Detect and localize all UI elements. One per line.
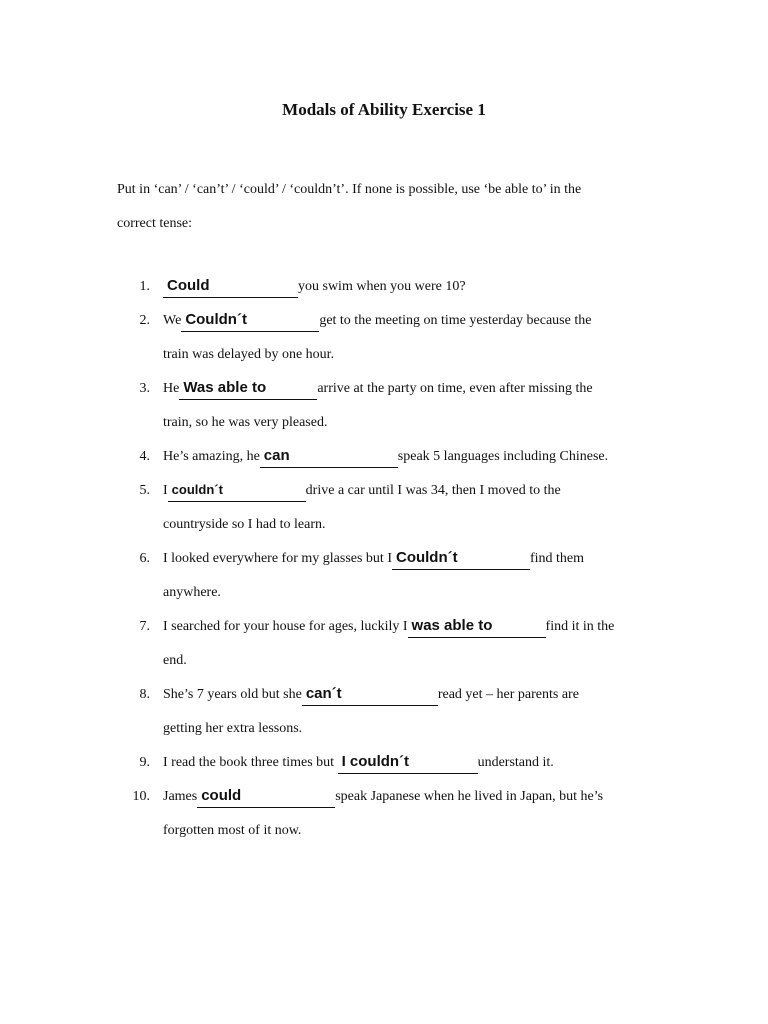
answer-text: can´t xyxy=(305,685,342,702)
item-text-after: speak 5 languages including Chinese. xyxy=(397,449,609,464)
exercise-item-8 xyxy=(118,678,678,746)
item-text-after: find them xyxy=(529,551,585,566)
item-text-before: She’s 7 years old but she xyxy=(163,687,302,702)
item-text-after: you swim when you were 10? xyxy=(298,279,466,294)
item-text-before: James xyxy=(163,789,198,804)
answer-text: I couldn´t xyxy=(341,753,410,770)
item-number: 9. xyxy=(139,755,150,770)
item-continuation: countryside so I had to learn. xyxy=(163,517,326,532)
answer-blank[interactable] xyxy=(408,616,546,638)
item-number: 4. xyxy=(139,449,150,464)
item-text-before: I searched for your house for ages, luckily I xyxy=(163,619,408,634)
answer-blank[interactable] xyxy=(181,310,319,332)
item-continuation: anywhere. xyxy=(163,585,221,600)
item-text-before: We xyxy=(163,313,182,328)
item-continuation: train, so he was very pleased. xyxy=(163,415,328,430)
instructions xyxy=(117,173,677,241)
item-text-after: find it in the xyxy=(545,619,615,634)
answer-text: couldn´t xyxy=(171,482,223,497)
exercise-item-1 xyxy=(118,270,678,304)
item-text-after: arrive at the party on time, even after missing the xyxy=(317,381,593,396)
answer-text: Was able to xyxy=(183,379,267,396)
exercise-list xyxy=(118,270,678,848)
instruction-line-1: Put in ‘can’ / ‘can’t’ / ‘could’ / ‘couldn’t’. If none is possible, use ‘be able to’ in the xyxy=(117,182,582,197)
answer-blank[interactable] xyxy=(179,378,317,400)
exercise-item-3 xyxy=(118,372,678,440)
exercise-item-10 xyxy=(118,780,678,848)
item-continuation: forgotten most of it now. xyxy=(163,823,302,838)
item-number: 10. xyxy=(132,789,150,804)
answer-text: could xyxy=(201,787,242,804)
answer-blank[interactable] xyxy=(260,446,398,468)
item-text-after: read yet – her parents are xyxy=(437,687,579,702)
answer-text: Couldn´t xyxy=(185,311,247,328)
answer-blank[interactable] xyxy=(392,548,530,570)
item-number: 8. xyxy=(139,687,150,702)
exercise-item-2 xyxy=(118,304,678,372)
exercise-item-5 xyxy=(118,474,678,542)
item-continuation: end. xyxy=(163,653,187,668)
item-text-after: get to the meeting on time yesterday because the xyxy=(319,313,592,328)
exercise-item-6 xyxy=(118,542,678,610)
page-title: Modals of Ability Exercise 1 xyxy=(282,100,486,119)
instruction-line-2: correct tense: xyxy=(117,216,193,231)
item-text-after: understand it. xyxy=(477,755,554,770)
answer-blank[interactable] xyxy=(168,480,306,502)
answer-blank[interactable] xyxy=(163,276,298,298)
item-text-before: I read the book three times but xyxy=(163,755,335,770)
answer-text: was able to xyxy=(411,617,493,634)
item-text-before: He xyxy=(163,381,180,396)
answer-text: Couldn´t xyxy=(395,549,458,566)
item-number: 7. xyxy=(139,619,150,634)
item-number: 3. xyxy=(139,381,150,396)
answer-blank[interactable] xyxy=(338,752,478,774)
item-text-before: I looked everywhere for my glasses but I xyxy=(163,551,392,566)
item-text-after: drive a car until I was 34, then I moved to the xyxy=(305,483,561,498)
item-number: 6. xyxy=(139,551,150,566)
exercise-item-4 xyxy=(118,440,678,474)
item-number: 5. xyxy=(139,483,150,498)
item-number: 2. xyxy=(139,313,150,328)
exercise-item-7 xyxy=(118,610,678,678)
item-text-before: I xyxy=(163,483,168,498)
item-number: 1. xyxy=(139,279,150,294)
item-continuation: getting her extra lessons. xyxy=(163,721,303,736)
item-continuation: train was delayed by one hour. xyxy=(163,347,335,362)
answer-blank[interactable] xyxy=(302,684,438,706)
item-text-before: He’s amazing, he xyxy=(163,449,260,464)
answer-text: Could xyxy=(167,277,210,294)
exercise-item-9 xyxy=(118,746,678,780)
item-text-after: speak Japanese when he lived in Japan, but he’s xyxy=(335,789,604,804)
answer-text: can xyxy=(263,447,290,464)
answer-blank[interactable] xyxy=(197,786,335,808)
